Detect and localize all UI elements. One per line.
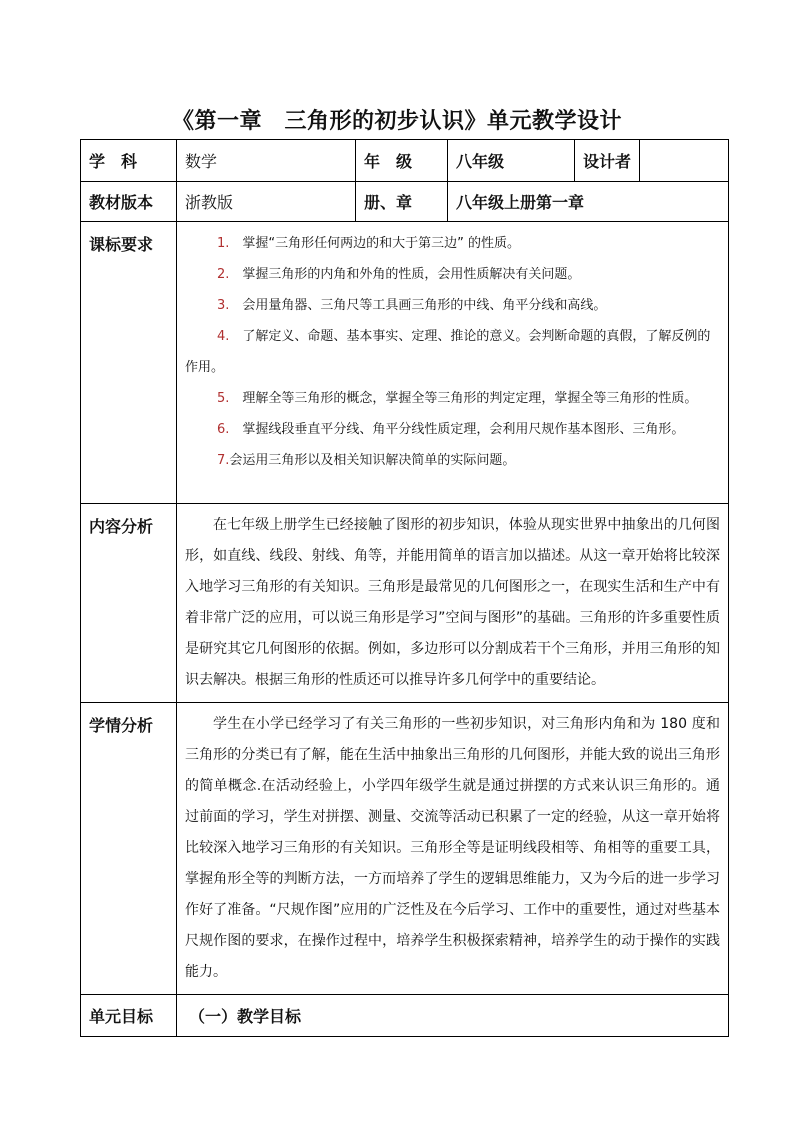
standard-item: 6. 掌握线段垂直平分线、角平分线性质定理，会利用尺规作基本图形、三角形。 [217,422,685,437]
content-analysis-cell [177,504,729,703]
designer-label: 设计者 [575,140,640,182]
grade-value: 八年级 [448,140,575,182]
edition-label: 教材版本 [81,182,177,222]
subject-row [81,140,729,182]
standard-item: 1. 掌握“三角形任何两边的和大于第三边” 的性质。 [217,236,521,251]
subject-value: 数学 [177,140,356,182]
standard-item: 2. 掌握三角形的内角和外角的性质，会用性质解决有关问题。 [217,267,581,282]
chapter-value: 八年级上册第一章 [448,182,729,222]
standards-label: 课标要求 [81,222,177,504]
edition-row [81,182,729,222]
edition-value: 浙教版 [177,182,356,222]
content-analysis-label: 内容分析 [81,504,177,703]
lesson-design-table [80,139,729,1037]
student-analysis-label: 学情分析 [81,703,177,995]
student-analysis-row [81,703,729,995]
grade-label: 年 级 [356,140,448,182]
standard-item: 5. 理解全等三角形的概念，掌握全等三角形的判定定理，掌握全等三角形的性质。 [217,391,698,406]
document-title: 《第一章 三角形的初步认识》单元教学设计 [171,108,622,134]
unit-goal-label: 单元目标 [81,995,177,1037]
standards-content [177,222,729,504]
standard-item: 4. 了解定义、命题、基本事实、定理、推论的意义。会判断命题的真假，了解反例的作用。 [185,329,711,375]
designer-value [640,140,729,182]
unit-goal-heading: （一）教学目标 [177,995,729,1037]
unit-goal-row [81,995,729,1037]
content-analysis-row [81,504,729,703]
content-analysis-text: 在七年级上册学生已经接触了图形的初步知识，体验从现实世界中抽象出的几何图形，如直线、线段、射线、角等，并能用简单的语言加以描述。从这一章开始将比较深入地学习三角形的有关知识。三角形是最常见的几何图形之一，在现实生活和生产中有着非常广泛的应用，可以说三角形是学习”空间与图形”的基础。三角形的许多重要性质是研究其它几何图形的依据。例如，多边形可以分割成若干个三角形，并用三角形的知识去解决。根据三角形的性质还可以推导许多几何学中的重要结论。 [185,517,720,688]
standard-item: 3. 会用量角器、三角尺等工具画三角形的中线、角平分线和高线。 [217,298,607,313]
standard-item: 7.会运用三角形以及相关知识解决简单的实际问题。 [217,453,516,468]
chapter-label: 册、章 [356,182,448,222]
standards-list [185,222,720,480]
student-analysis-text: 学生在小学已经学习了有关三角形的一些初步知识，对三角形内角和为 180 度和三角形的分类已有了解，能在生活中抽象出三角形的几何图形，并能大致的说出三角形的简单概念.在活动经验上，小学四年级学生就是通过拼摆的方式来认识三角形的。通过前面的学习，学生对拼摆、测量、交流等活动已积累了一定的经验，从这一章开始将比较深入地学习三角形的有关知识。三角形全等是证明线段相等、角相等的重要工具，掌握角形全等的判断方法，一方而培养了学生的逻辑思维能力，又为今后的进一步学习作好了准备。“尺规作图”应用的广泛性及在今后学习、工作中的重要性，通过对些基本尺规作图的要求，在操作过程中，培养学生积极探索精神，培养学生的动于操作的实践能力。 [185,716,720,980]
student-analysis-cell [177,703,729,995]
subject-label: 学 科 [81,140,177,182]
standards-row [81,222,729,504]
